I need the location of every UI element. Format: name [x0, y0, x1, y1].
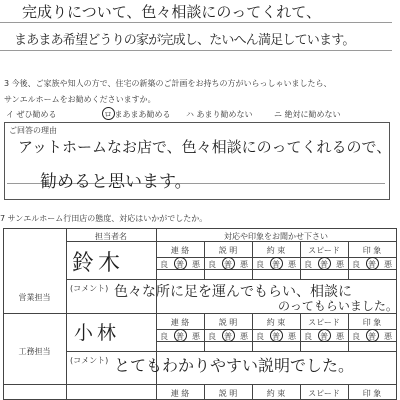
comment-label: (コメント) [70, 284, 109, 293]
grade-average: 普 [272, 332, 280, 341]
q3-option-3: ハ あまり勧めない [186, 110, 253, 119]
category-explanation: 説 明 [218, 389, 238, 398]
category-speed: スピード [308, 246, 340, 255]
q2-comment-line2: まあまあ希望どうりの家が完成し、たいへん満足しています。 [14, 33, 355, 48]
rating-circle [174, 329, 187, 342]
header-person-name: 担当者名 [95, 232, 127, 241]
category-contact: 連 絡 [170, 246, 190, 255]
grade-bad: 悪 [336, 260, 344, 269]
grade-bad: 悪 [240, 260, 248, 269]
grade-average: 普 [224, 332, 232, 341]
grade-good: 良 [304, 260, 312, 269]
rating-circle [270, 257, 283, 270]
grade-good: 良 [256, 260, 264, 269]
category-speed: スピード [308, 389, 340, 398]
header-impression: 対応や印象をお聞かせ下さい [224, 232, 328, 241]
category-contact: 連 絡 [170, 318, 190, 327]
rating-circle [222, 257, 235, 270]
rating-circle [366, 329, 379, 342]
grade-good: 良 [352, 332, 360, 341]
grade-good: 良 [256, 332, 264, 341]
grade-bad: 悪 [384, 332, 392, 341]
grade-good: 良 [160, 260, 168, 269]
grade-average: 普 [272, 260, 280, 269]
category-impression: 印 象 [362, 318, 382, 327]
rating-circle [222, 329, 235, 342]
grade-bad: 悪 [336, 332, 344, 341]
grade-average: 普 [368, 332, 376, 341]
category-speed: スピード [308, 318, 340, 327]
grade-average: 普 [320, 260, 328, 269]
grade-bad: 悪 [384, 260, 392, 269]
q3-reason-label: ご回答の理由 [9, 126, 57, 135]
grade-bad: 悪 [192, 332, 200, 341]
category-contact: 連 絡 [170, 389, 190, 398]
role-sales: 営業担当 [18, 293, 51, 302]
grade-bad: 悪 [288, 332, 296, 341]
q3-option-2: ロ まあまあ勧める [104, 110, 171, 119]
category-promise: 約 束 [266, 246, 286, 255]
role-construction: 工務担当 [18, 347, 51, 356]
rating-circle [318, 329, 331, 342]
rating-circle [318, 257, 331, 270]
comment-sales-line2: のってもらいました。 [278, 299, 398, 313]
category-explanation: 説 明 [218, 246, 238, 255]
category-impression: 印 象 [362, 246, 382, 255]
rating-circle [270, 329, 283, 342]
grade-good: 良 [208, 332, 216, 341]
person-name-construction: 小林 [74, 322, 121, 344]
grade-bad: 悪 [240, 332, 248, 341]
q3-reason-line2: 勧めると思います。 [40, 172, 192, 192]
category-promise: 約 束 [266, 389, 286, 398]
grade-average: 普 [368, 260, 376, 269]
q3-option-1: イ ぜひ勧める [6, 110, 57, 119]
grade-good: 良 [352, 260, 360, 269]
grade-good: 良 [208, 260, 216, 269]
person-name-sales: 鈴木 [72, 251, 125, 276]
grade-average: 普 [176, 332, 184, 341]
q2-comment-line1: 完成りについて、色々相談にのってくれて、 [22, 3, 321, 21]
grade-good: 良 [304, 332, 312, 341]
grade-average: 普 [224, 260, 232, 269]
q3-question-line2: サンエルホームをお勧めくださいますか。 [4, 95, 156, 104]
category-explanation: 説 明 [218, 318, 238, 327]
q7-question: 7 サンエルホーム行田店の態度、対応はいかがでしたか。 [0, 214, 208, 223]
grade-average: 普 [320, 332, 328, 341]
rating-circle [366, 257, 379, 270]
comment-label: (コメント) [70, 356, 109, 365]
grade-bad: 悪 [192, 260, 200, 269]
comment-sales-line1: 色々な所に足を運んでもらい、相談に [114, 284, 352, 300]
category-promise: 約 束 [266, 318, 286, 327]
comment-construction-line1: とてもわかりやすい説明でした。 [114, 356, 355, 375]
rating-circle [174, 257, 187, 270]
q3-reason-line1: アットホームなお店で、色々相談にのってくれるので、 [18, 138, 392, 156]
q3-question-line1: 3 今後、ご家族や知人の方で、住宅の新築のご計画をお持ちの方がいらっしゃいましたら、 [4, 79, 332, 88]
q3-option-4: ニ 絶対に勧めない [274, 110, 341, 119]
grade-bad: 悪 [288, 260, 296, 269]
category-impression: 印 象 [362, 389, 382, 398]
grade-good: 良 [160, 332, 168, 341]
grade-average: 普 [176, 260, 184, 269]
